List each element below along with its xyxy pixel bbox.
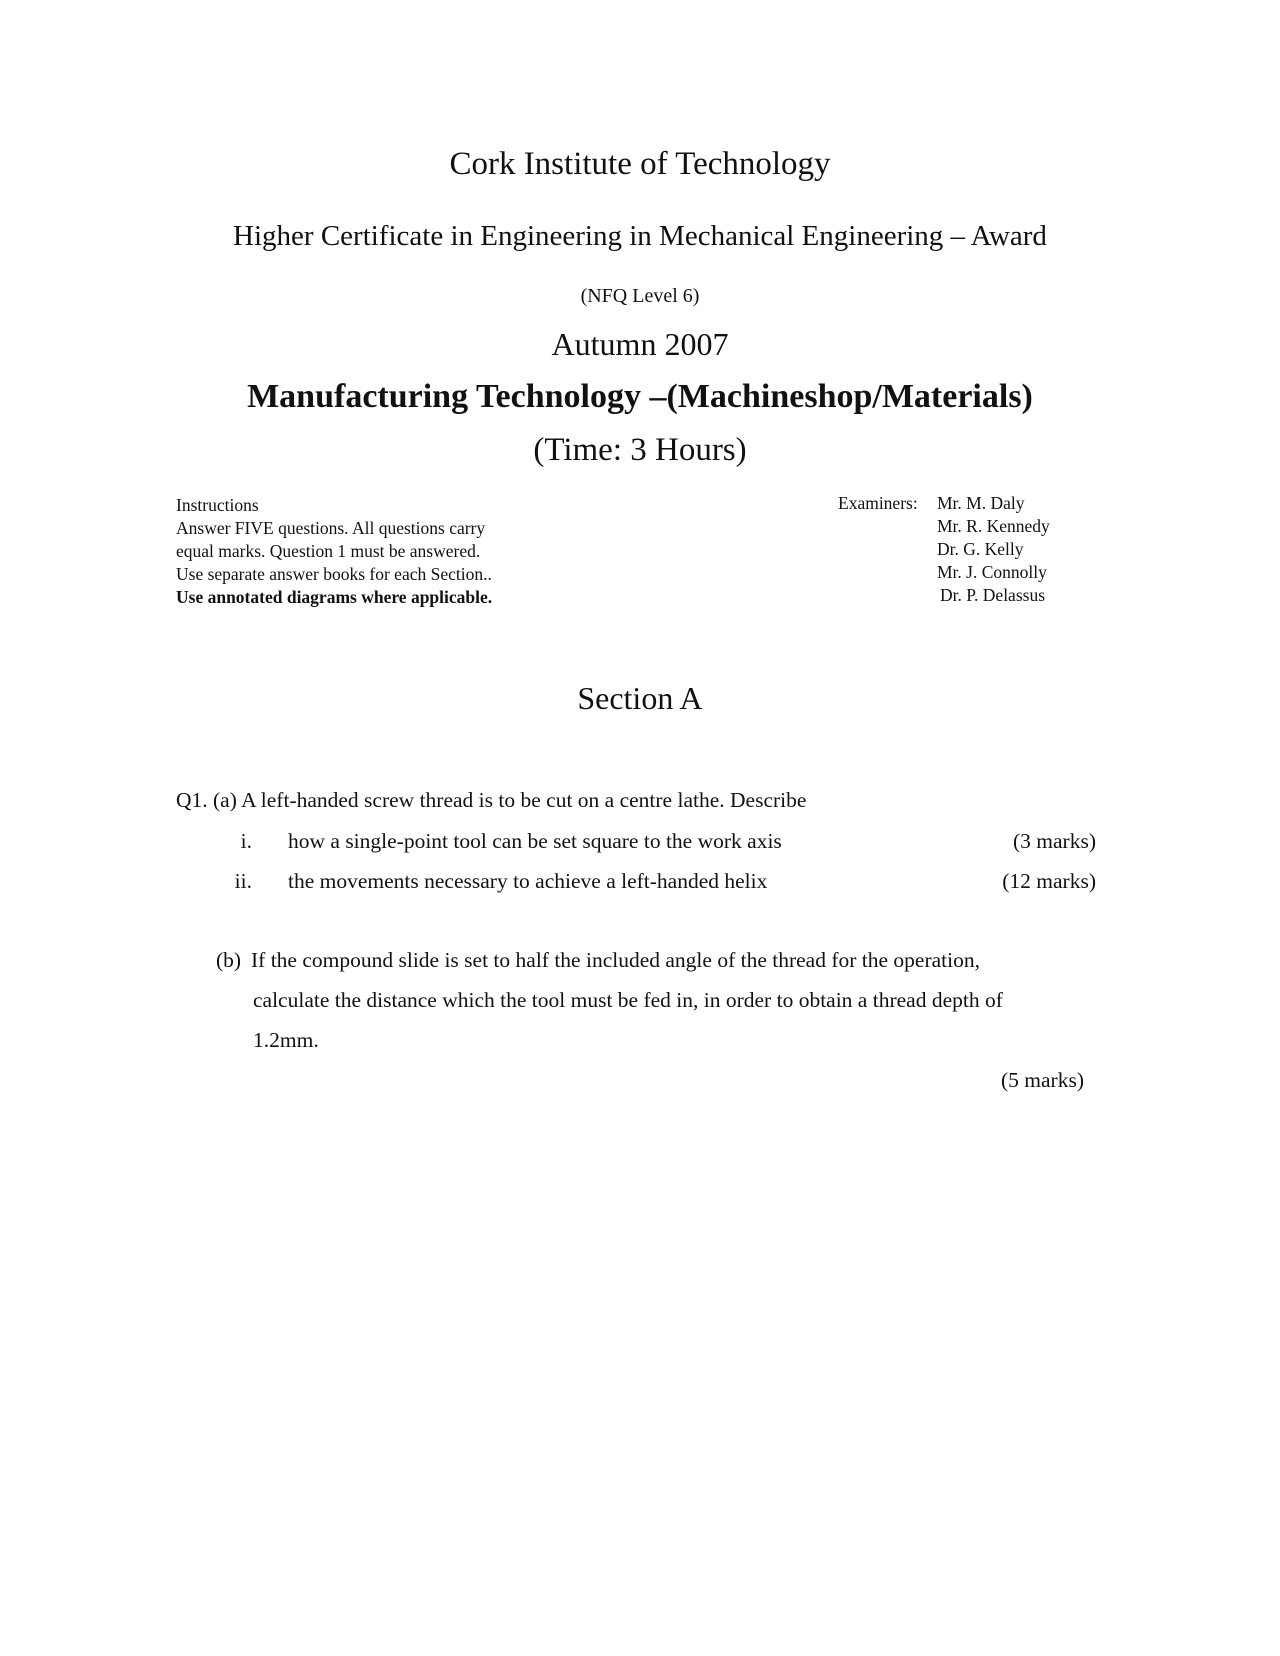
examiner-name: Dr. P. Delassus bbox=[940, 585, 1046, 605]
part-b-text-line: calculate the distance which the tool must be fed in, in order to obtain a thread depth of bbox=[253, 988, 1003, 1012]
instruction-line: equal marks. Question 1 must be answered. bbox=[176, 541, 481, 561]
part-b-text-line: If the compound slide is set to half the included angle of the thread for the operation, bbox=[251, 948, 980, 972]
instruction-line: Use separate answer books for each Section.. bbox=[176, 564, 492, 584]
subject-title: Manufacturing Technology –(Machineshop/Materials) bbox=[247, 378, 1033, 415]
examiners-label: Examiners: bbox=[838, 493, 918, 513]
marks-label: (5 marks) bbox=[1001, 1068, 1084, 1092]
instructions-title: Instructions bbox=[176, 495, 259, 515]
section-title: Section A bbox=[577, 680, 703, 716]
part-b-text-line: 1.2mm. bbox=[253, 1028, 319, 1052]
sub-part-text: the movements necessary to achieve a left-handed helix bbox=[288, 869, 768, 893]
nfq-level: (NFQ Level 6) bbox=[580, 285, 700, 307]
sub-part-text: how a single-point tool can be set square to the work axis bbox=[288, 829, 782, 853]
sub-part-number: i. bbox=[240, 829, 252, 853]
question-stem: Q1. (a) A left-handed screw thread is to be cut on a centre lathe. Describe bbox=[176, 788, 807, 812]
marks-label: (12 marks) bbox=[1002, 869, 1096, 893]
examiner-name: Mr. R. Kennedy bbox=[937, 516, 1050, 536]
examiner-name: Dr. G. Kelly bbox=[937, 539, 1024, 559]
marks-label: (3 marks) bbox=[1013, 829, 1096, 853]
sub-part-number: ii. bbox=[234, 869, 252, 893]
exam-term: Autumn 2007 bbox=[551, 326, 729, 362]
programme-title: Higher Certificate in Engineering in Mechanical Engineering – Award bbox=[233, 220, 1047, 252]
examiner-name: Mr. J. Connolly bbox=[937, 562, 1047, 582]
instruction-line-bold: Use annotated diagrams where applicable. bbox=[176, 587, 493, 607]
institute-title: Cork Institute of Technology bbox=[449, 146, 831, 182]
part-b-label: (b) bbox=[216, 948, 242, 972]
exam-duration: (Time: 3 Hours) bbox=[533, 432, 747, 468]
instruction-line: Answer FIVE questions. All questions carry bbox=[176, 518, 486, 538]
examiner-name: Mr. M. Daly bbox=[937, 493, 1025, 513]
